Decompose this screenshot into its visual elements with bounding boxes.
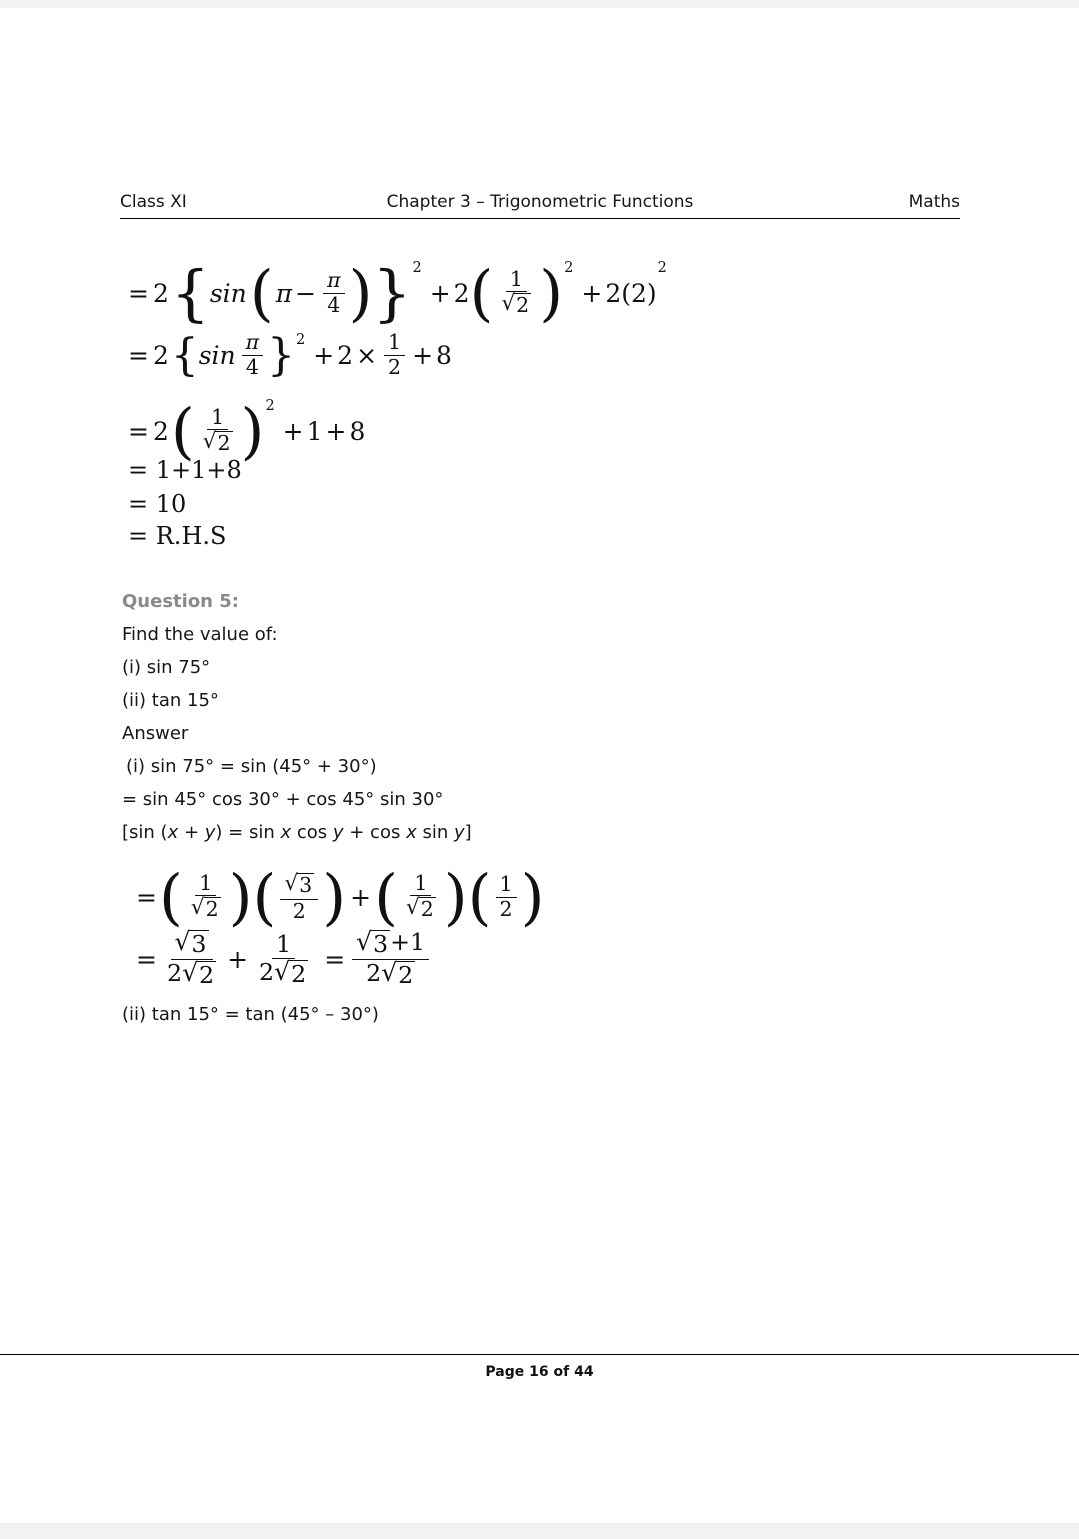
equation-line-1 xyxy=(128,258,667,329)
eq7-close-paren-2: ) xyxy=(322,862,347,933)
top-band xyxy=(0,0,1079,8)
eq2-frac-num: π xyxy=(242,332,263,356)
eq1-inner-num: π xyxy=(323,270,344,294)
eq1-pi: π xyxy=(275,279,293,308)
equation-line-6: = R.H.S xyxy=(128,522,227,550)
eq7-f1-num: 1 xyxy=(195,873,216,897)
eq1-term2-coefficient: 2 xyxy=(453,279,470,308)
eq7-f1-den: √ 2 xyxy=(190,895,219,922)
eq7-f3-num: 1 xyxy=(410,873,431,897)
eq7-close-paren-1: ) xyxy=(228,862,253,933)
eq2-constant: 8 xyxy=(436,341,452,370)
eq3-frac-den: √ 2 xyxy=(202,429,231,456)
eq7-equals: = xyxy=(136,883,157,912)
eq3-exponent: 2 xyxy=(265,398,275,414)
eq3-open-paren: ( xyxy=(170,396,195,467)
eq1-term2-den: √ 2 xyxy=(501,291,530,318)
eq2-close-brace: } xyxy=(267,330,295,381)
eq7-fraction-4 xyxy=(496,874,517,920)
eq8-t3-num: √ 3 +1 xyxy=(352,930,429,960)
eq1-sin: sin xyxy=(209,279,247,308)
answer-line-1: (i) sin 75° = sin (45° + 30°) xyxy=(126,756,377,777)
eq3-equals: = xyxy=(128,417,149,446)
eq2-equals: = xyxy=(128,341,149,370)
eq8-t2-den: 2 √ 2 xyxy=(259,956,307,988)
answer-line-2: = sin 45° cos 30° + cos 45° sin 30° xyxy=(122,789,444,810)
eq7-plus: + xyxy=(350,883,372,912)
eq3-close-paren: ) xyxy=(240,396,265,467)
identity-open: [sin ( xyxy=(122,822,168,843)
eq7-f3-den: √ 2 xyxy=(405,895,434,922)
identity-plus-cos: + cos xyxy=(343,822,407,843)
eq1-term2-open-paren: ( xyxy=(469,258,494,329)
eq7-fraction-1 xyxy=(187,870,225,922)
header-subject: Maths xyxy=(908,192,960,212)
eq7-open-paren-4: ( xyxy=(467,862,492,933)
page-footer: Page 16 of 44 xyxy=(485,1364,594,1380)
eq8-t1-num: √ 3 xyxy=(171,930,213,960)
identity-x2: x xyxy=(280,822,292,843)
eq1-close-brace: } xyxy=(372,258,412,329)
eq2-frac2-den: 2 xyxy=(388,355,402,379)
identity-close: ] xyxy=(464,822,472,843)
answer-label: Answer xyxy=(122,723,189,744)
eq2-fraction xyxy=(242,332,263,378)
identity-y1: y xyxy=(204,822,216,843)
eq1-open-paren: ( xyxy=(249,258,274,329)
eq8-t1-den: 2 √ 2 xyxy=(166,958,215,990)
eq1-term2-close-paren: ) xyxy=(539,258,564,329)
bottom-band xyxy=(0,1523,1079,1539)
identity-cos: cos xyxy=(291,822,333,843)
eq8-equals: = xyxy=(136,945,157,975)
eq2-sin: sin xyxy=(198,341,236,370)
eq1-close-paren: ) xyxy=(348,258,373,329)
equation-line-7 xyxy=(136,862,545,933)
eq7-fraction-3 xyxy=(402,870,440,922)
question-5-part-ii: (ii) tan 15° xyxy=(122,690,219,711)
eq1-brace-exponent: 2 xyxy=(412,260,422,276)
eq7-open-paren-3: ( xyxy=(374,862,398,933)
eq7-close-paren-3: ) xyxy=(443,862,468,933)
equation-line-5: = 10 xyxy=(128,490,187,518)
eq8-term-3 xyxy=(352,927,429,990)
eq2-mult-coefficient: 2 xyxy=(337,341,354,370)
eq7-f2-num: √ 3 xyxy=(280,873,318,900)
eq2-open-brace: { xyxy=(170,330,199,381)
eq3-one: 1 xyxy=(306,417,323,446)
answer-identity-line xyxy=(122,822,472,843)
eq2-times: × xyxy=(356,341,378,370)
eq7-f4-den: 2 xyxy=(499,897,513,921)
eq1-term2-exponent: 2 xyxy=(564,260,574,276)
eq1-coefficient: 2 xyxy=(152,279,169,308)
eq1-plus-1: + xyxy=(429,279,451,308)
eq1-open-brace: { xyxy=(170,258,210,329)
question-5-heading: Question 5: xyxy=(122,591,239,612)
eq7-close-paren-4: ) xyxy=(520,862,545,933)
eq8-equals-2: = xyxy=(324,945,346,975)
equation-line-2 xyxy=(128,330,452,381)
answer-line-4: (ii) tan 15° = tan (45° – 30°) xyxy=(122,1004,379,1025)
eq1-term3-base: (2) xyxy=(621,279,657,308)
eq3-plus-2: + xyxy=(325,417,347,446)
identity-x1: x xyxy=(167,822,179,843)
eq3-frac-num: 1 xyxy=(207,407,228,431)
eq7-f4-num: 1 xyxy=(496,874,517,898)
eq1-inner-den: 4 xyxy=(327,293,341,317)
identity-y3: y xyxy=(453,822,465,843)
eq2-plus-2: + xyxy=(412,341,434,370)
eq1-plus-2: + xyxy=(581,279,603,308)
eq3-fraction xyxy=(199,404,237,456)
eq1-term2-fraction xyxy=(497,266,535,318)
eq1-inner-fraction xyxy=(323,270,344,316)
question-5-prompt: Find the value of: xyxy=(122,624,278,645)
eq1-term3-exponent: 2 xyxy=(657,260,667,276)
equation-line-8 xyxy=(136,927,433,990)
eq2-fraction-2 xyxy=(384,332,405,378)
eq3-plus-1: + xyxy=(282,417,304,446)
eq3-eight: 8 xyxy=(349,417,366,446)
eq3-coefficient: 2 xyxy=(152,417,169,446)
page-header xyxy=(120,192,960,219)
eq2-plus-1: + xyxy=(313,341,335,370)
eq1-minus: − xyxy=(295,279,317,308)
eq8-term-2 xyxy=(255,929,312,988)
eq2-frac2-num: 1 xyxy=(384,332,405,356)
eq1-equals: = xyxy=(128,279,149,308)
question-5-part-i: (i) sin 75° xyxy=(122,657,211,678)
eq2-brace-exponent: 2 xyxy=(295,332,306,348)
eq2-frac-den: 4 xyxy=(245,355,259,379)
equation-line-4: = 1+1+8 xyxy=(128,456,242,484)
eq8-term-1 xyxy=(163,927,220,990)
eq8-plus: + xyxy=(227,945,249,975)
header-chapter: Chapter 3 – Trigonometric Functions xyxy=(386,192,694,212)
eq7-open-paren-1: ( xyxy=(158,862,183,933)
eq7-fraction-2 xyxy=(280,870,318,923)
identity-y2: y xyxy=(332,822,344,843)
identity-x3: x xyxy=(406,822,417,843)
identity-sin: sin xyxy=(416,822,454,843)
header-class: Class XI xyxy=(120,192,187,212)
identity-eq-sin: ) = sin xyxy=(215,822,281,843)
eq8-t2-num: 1 xyxy=(272,932,295,959)
eq2-coefficient: 2 xyxy=(152,341,169,370)
eq1-term3-coefficient: 2 xyxy=(605,279,622,308)
eq7-f2-den: 2 xyxy=(292,898,306,923)
eq7-open-paren-2: ( xyxy=(252,862,277,933)
identity-plus: + xyxy=(178,822,205,843)
footer-divider xyxy=(0,1354,1079,1355)
eq1-term2-num: 1 xyxy=(506,269,527,293)
eq8-t3-den: 2 √ 2 xyxy=(366,958,414,990)
